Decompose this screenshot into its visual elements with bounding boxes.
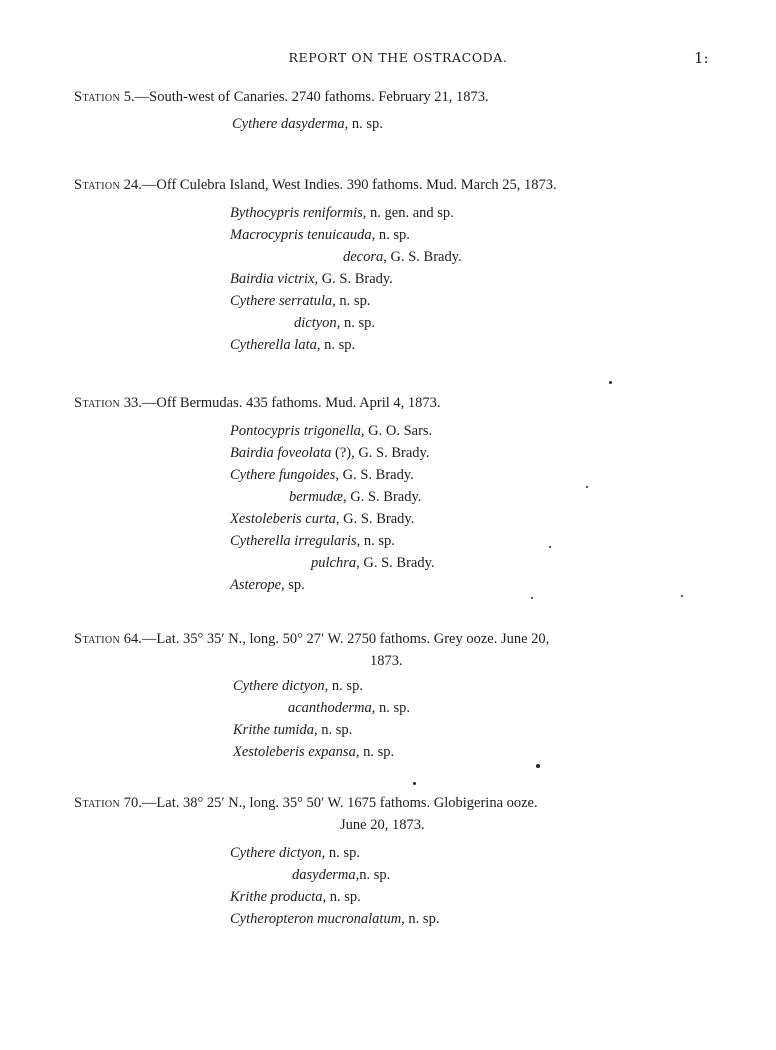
species-name: Cythere dictyon [233,678,325,694]
station-entry [74,392,714,596]
station-heading [74,392,714,414]
station-entry [74,628,714,763]
species-item [230,530,714,552]
species-item [230,908,714,930]
species-authority: (?), G. S. Brady. [331,445,430,461]
scan-speck [549,546,551,548]
species-item [230,864,714,886]
species-item [233,741,714,763]
species-list [230,842,714,930]
species-authority: , n. gen. and sp. [362,205,454,221]
scan-speck [536,764,540,768]
species-authority: , n. sp. [344,116,383,132]
species-authority: , n. sp. [322,889,361,905]
species-item [230,268,714,290]
station-heading [74,792,714,814]
species-authority: , G. S. Brady. [335,511,415,527]
species-authority: , G. S. Brady. [314,271,393,287]
species-name: Bairdia victrix [230,271,315,287]
station-label: Station [74,89,121,105]
scan-speck [531,597,533,599]
species-name: Macrocypris tenuicauda [230,227,372,243]
species-name: Cytherella lata [230,337,317,353]
species-name: Xestoleberis curta [230,511,336,527]
species-name: acanthoderma [288,700,372,716]
species-item [230,442,714,464]
station-heading [74,628,714,650]
scan-speck [413,782,416,785]
species-authority: , n. sp. [332,293,371,309]
species-name: bermudæ [289,489,343,505]
species-authority: , n. sp. [371,227,410,243]
species-authority: , n. sp. [336,315,375,331]
species-name: Krithe producta [230,889,323,905]
species-item [230,552,714,574]
species-name: Krithe tumida [233,722,314,738]
species-authority: , n. sp. [324,678,363,694]
species-name: Xestoleberis expansa [233,744,356,760]
scan-speck [586,486,588,488]
scan-speck [681,595,683,597]
species-name: Cythere dasyderma [232,116,345,132]
station-heading-continuation: 1873. [370,653,403,669]
species-item [230,420,714,442]
species-item [230,886,714,908]
station-details: 24.—Off Culebra Island, West Indies. 390 fathoms. Mud. March 25, 1873. [120,177,557,193]
species-authority: , G. S. Brady. [383,249,462,265]
species-item [230,224,714,246]
species-authority: , n. sp. [313,722,353,738]
station-entry [74,86,714,135]
species-authority: , G. S. Brady. [335,467,414,483]
species-name: dasyderma [292,867,356,883]
station-details: 64.—Lat. 35° 35′ N., long. 50° 27′ W. 2750 fathoms. Grey ooze. June 20, [120,631,550,647]
species-item [230,574,714,596]
running-title: REPORT ON THE OSTRACODA. [288,50,508,65]
species-name: Cythere serratula [230,293,333,309]
station-heading [74,86,714,108]
species-item [230,202,714,224]
species-list [232,113,714,135]
station-label: Station [74,631,121,647]
station-details: 70.—Lat. 38° 25′ N., long. 35° 50′ W. 1675 fathoms. Globigerina ooze. [120,795,538,811]
station-details: 33.—Off Bermudas. 435 fathoms. Mud. April 4, 1873. [120,395,441,411]
species-name: dictyon [294,315,337,331]
species-name: Cytheropteron mucronalatum [230,911,402,927]
species-name: Asterope [230,577,282,593]
species-name: Bythocypris reniformis [230,205,363,221]
scan-speck [609,381,612,384]
species-name: decora [343,249,384,265]
species-item [233,719,714,741]
species-authority: , n. sp. [316,337,356,353]
species-authority: , n. sp. [371,700,411,716]
species-item [233,697,714,719]
station-label: Station [74,395,121,411]
species-item [230,842,714,864]
species-name: Cythere dictyon [230,845,322,861]
species-name: pulchra [311,555,357,571]
station-label: Station [74,795,121,811]
station-entry [74,174,714,356]
species-list [233,675,714,763]
species-authority: , n. sp. [355,744,395,760]
species-item [230,508,714,530]
species-authority: , G. S. Brady. [356,555,435,571]
species-item [230,290,714,312]
species-authority: , G. O. Sars. [360,423,433,439]
species-list [230,420,714,596]
species-item [230,486,714,508]
station-label: Station [74,177,121,193]
species-authority: , G. S. Brady. [342,489,422,505]
species-authority: , n. sp. [401,911,440,927]
page-number: 1: [694,49,709,67]
station-details: 5.—South-west of Canaries. 2740 fathoms. February 21, 1873. [120,89,489,105]
species-item [230,312,714,334]
species-authority: , n. sp. [356,533,395,549]
page-header [0,50,776,70]
species-name: Cythere fungoides [230,467,336,483]
species-authority: , n. sp. [321,845,360,861]
species-authority: , sp. [281,577,305,593]
station-entry [74,792,714,930]
species-item [230,334,714,356]
species-item [230,246,714,268]
species-item [233,675,714,697]
station-heading-continuation: June 20, 1873. [340,817,425,833]
species-name: Cytherella irregularis [230,533,357,549]
species-name: Bairdia foveolata [230,445,332,461]
species-item [230,464,714,486]
station-heading [74,174,714,196]
species-list [230,202,714,356]
species-item [232,113,714,135]
species-name: Pontocypris trigonella [230,423,361,439]
species-authority: ,n. sp. [355,867,391,883]
